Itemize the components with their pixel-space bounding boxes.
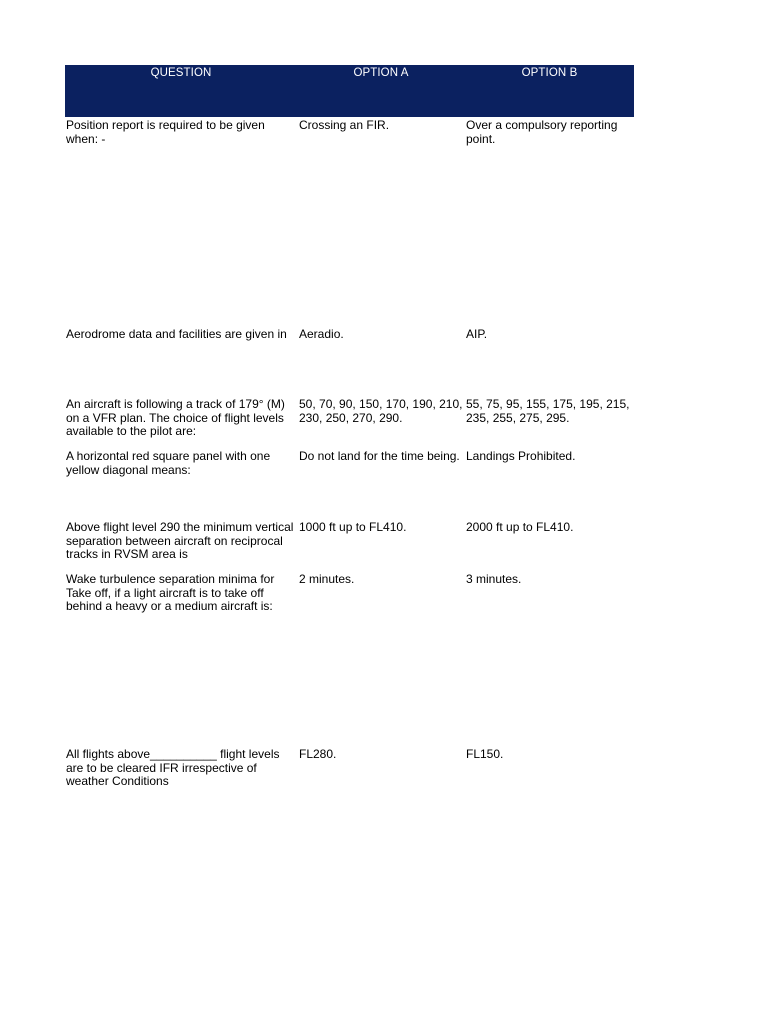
question-table bbox=[65, 65, 634, 808]
question-cell: All flights above__________ flight levels are to be cleared IFR irrespective of weather Conditions bbox=[66, 747, 280, 788]
table-row bbox=[65, 117, 634, 328]
question-cell: An aircraft is following a track of 179° (M) on a VFR plan. The choice of flight levels available to the pilot are: bbox=[66, 397, 285, 438]
question-cell: A horizontal red square panel with one yellow diagonal means: bbox=[66, 449, 271, 477]
option-a-cell: 50, 70, 90, 150, 170, 190, 210, 230, 250, 270, 290. bbox=[299, 397, 463, 425]
option-a-cell: Do not land for the time being. bbox=[299, 449, 460, 463]
option-a-cell: 1000 ft up to FL410. bbox=[299, 520, 407, 534]
question-cell: Above flight level 290 the minimum vertical separation between aircraft on reciprocal tracks in RVSM area is bbox=[66, 520, 294, 561]
table-row bbox=[65, 398, 634, 450]
question-cell: Wake turbulence separation minima for Take off, if a light aircraft is to take off behind a heavy or a medium aircraft is: bbox=[66, 572, 275, 613]
option-a-cell: FL280. bbox=[299, 747, 337, 761]
table-header-row bbox=[65, 65, 634, 117]
table-row bbox=[65, 521, 634, 573]
question-cell: Aerodrome data and facilities are given in bbox=[66, 327, 287, 341]
option-a-cell: 2 minutes. bbox=[299, 572, 355, 586]
table-row bbox=[65, 748, 634, 808]
option-a-cell: Aeradio. bbox=[299, 327, 344, 341]
question-cell: Position report is required to be given when: - bbox=[66, 118, 265, 146]
option-b-cell: AIP. bbox=[466, 327, 488, 341]
option-b-cell: Over a compulsory reporting point. bbox=[466, 118, 618, 146]
table-row bbox=[65, 450, 634, 521]
option-a-cell: Crossing an FIR. bbox=[299, 118, 390, 132]
option-b-cell: 55, 75, 95, 155, 175, 195, 215, 235, 255, 275, 295. bbox=[466, 397, 630, 425]
header-option-b: OPTION B bbox=[521, 67, 578, 79]
table-row bbox=[65, 573, 634, 748]
option-b-cell: FL150. bbox=[466, 747, 504, 761]
option-b-cell: 3 minutes. bbox=[466, 572, 522, 586]
header-option-a: OPTION A bbox=[353, 67, 409, 79]
header-question: QUESTION bbox=[150, 67, 212, 79]
table-row bbox=[65, 328, 634, 398]
option-b-cell: 2000 ft up to FL410. bbox=[466, 520, 574, 534]
option-b-cell: Landings Prohibited. bbox=[466, 449, 576, 463]
